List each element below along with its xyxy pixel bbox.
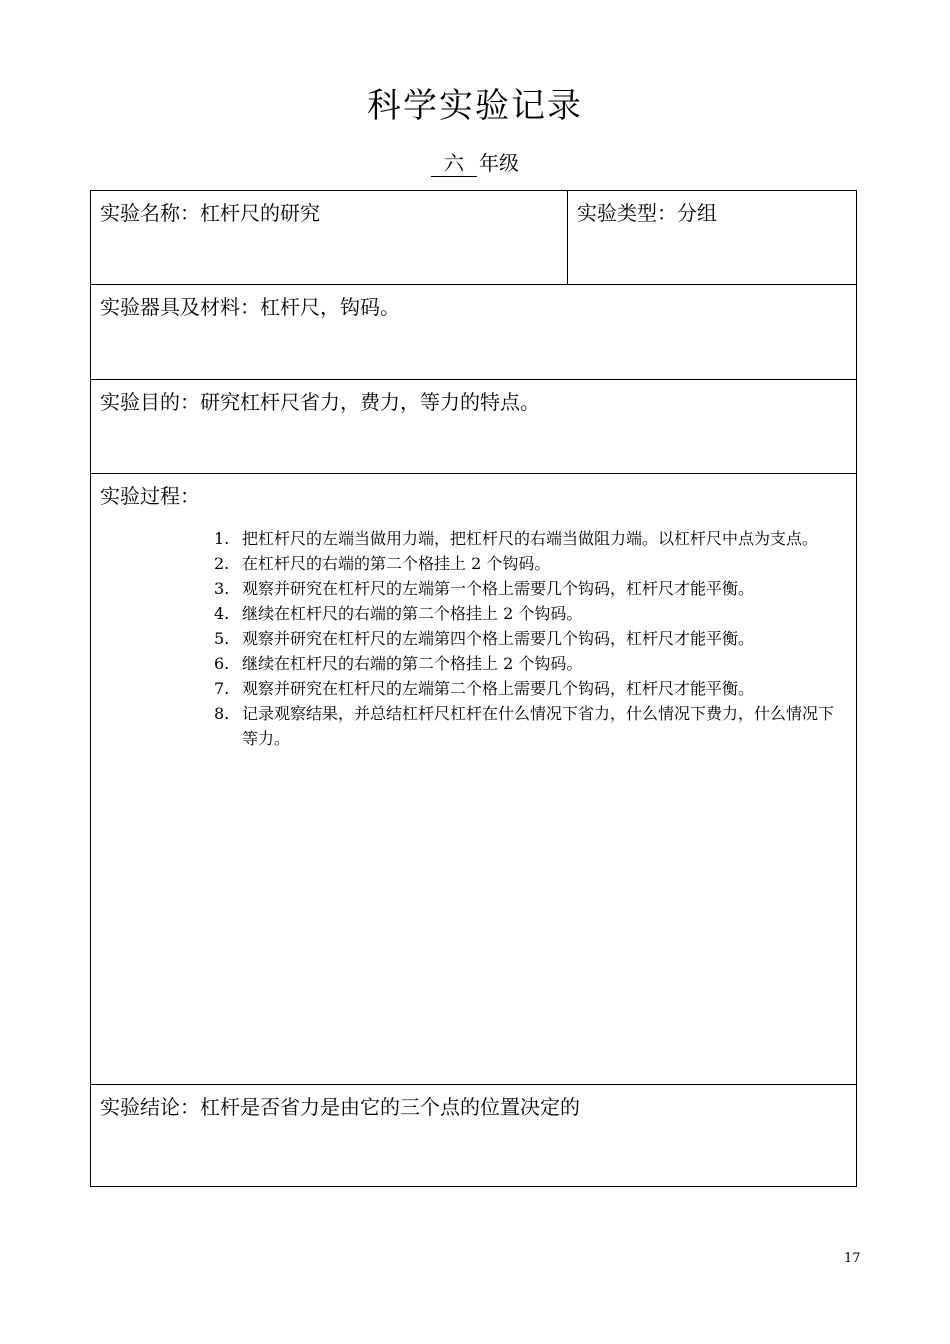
document-title: 科学实验记录 (367, 86, 583, 126)
grade-suffix: 年级 (479, 151, 519, 175)
step-number: 7. (214, 679, 230, 698)
process-cell (91, 474, 857, 1085)
process-step (214, 551, 840, 576)
process-label: 实验过程： (100, 484, 200, 508)
conclusion-value: 杠杆是否省力是由它的三个点的位置决定的 (200, 1095, 580, 1119)
process-step (214, 651, 840, 676)
purpose-cell (91, 380, 857, 474)
experiment-record-table (90, 190, 857, 1187)
step-text: 在杠杆尺的右端的第二个格挂上 2 个钩码。 (242, 554, 551, 573)
experiment-name-cell (91, 191, 568, 285)
step-text: 观察并研究在杠杆尺的左端第二个格上需要几个钩码，杠杆尺才能平衡。 (242, 679, 755, 698)
process-step (214, 526, 840, 551)
experiment-type-label: 实验类型： (577, 201, 677, 225)
process-step (214, 626, 840, 651)
step-number: 4. (214, 604, 230, 623)
grade-line (0, 147, 950, 177)
purpose-value: 研究杠杆尺省力，费力，等力的特点。 (200, 390, 540, 414)
experiment-name-label: 实验名称： (100, 201, 200, 225)
materials-cell (91, 285, 857, 380)
conclusion-label: 实验结论： (100, 1095, 200, 1119)
grade-value: 六 (431, 150, 477, 177)
step-text: 记录观察结果，并总结杠杆尺杠杆在什么情况下省力，什么情况下费力，什么情况下等力。 (242, 704, 835, 748)
step-text: 继续在杠杆尺的右端的第二个格挂上 2 个钩码。 (242, 654, 583, 673)
materials-value: 杠杆尺，钩码。 (260, 295, 400, 319)
experiment-type-cell (568, 191, 857, 285)
experiment-name-value: 杠杆尺的研究 (200, 201, 320, 225)
process-step (214, 601, 840, 626)
conclusion-cell (91, 1085, 857, 1187)
step-number: 2. (214, 554, 230, 573)
materials-label: 实验器具及材料： (100, 295, 260, 319)
step-text: 把杠杆尺的左端当做用力端，把杠杆尺的右端当做阻力端。以杠杆尺中点为支点。 (242, 529, 819, 548)
purpose-label: 实验目的： (100, 390, 200, 414)
step-text: 观察并研究在杠杆尺的左端第一个格上需要几个钩码，杠杆尺才能平衡。 (242, 579, 755, 598)
step-number: 3. (214, 579, 230, 598)
process-step (214, 576, 840, 601)
step-number: 8. (214, 704, 230, 723)
step-text: 观察并研究在杠杆尺的左端第四个格上需要几个钩码，杠杆尺才能平衡。 (242, 629, 755, 648)
step-number: 6. (214, 654, 230, 673)
step-text: 继续在杠杆尺的右端的第二个格挂上 2 个钩码。 (242, 604, 583, 623)
step-number: 1. (214, 529, 230, 548)
process-step (214, 676, 840, 701)
process-steps-list (214, 526, 840, 751)
process-step (214, 701, 840, 751)
experiment-type-value: 分组 (677, 201, 717, 225)
page-number: 17 (844, 1251, 861, 1266)
step-number: 5. (214, 629, 230, 648)
